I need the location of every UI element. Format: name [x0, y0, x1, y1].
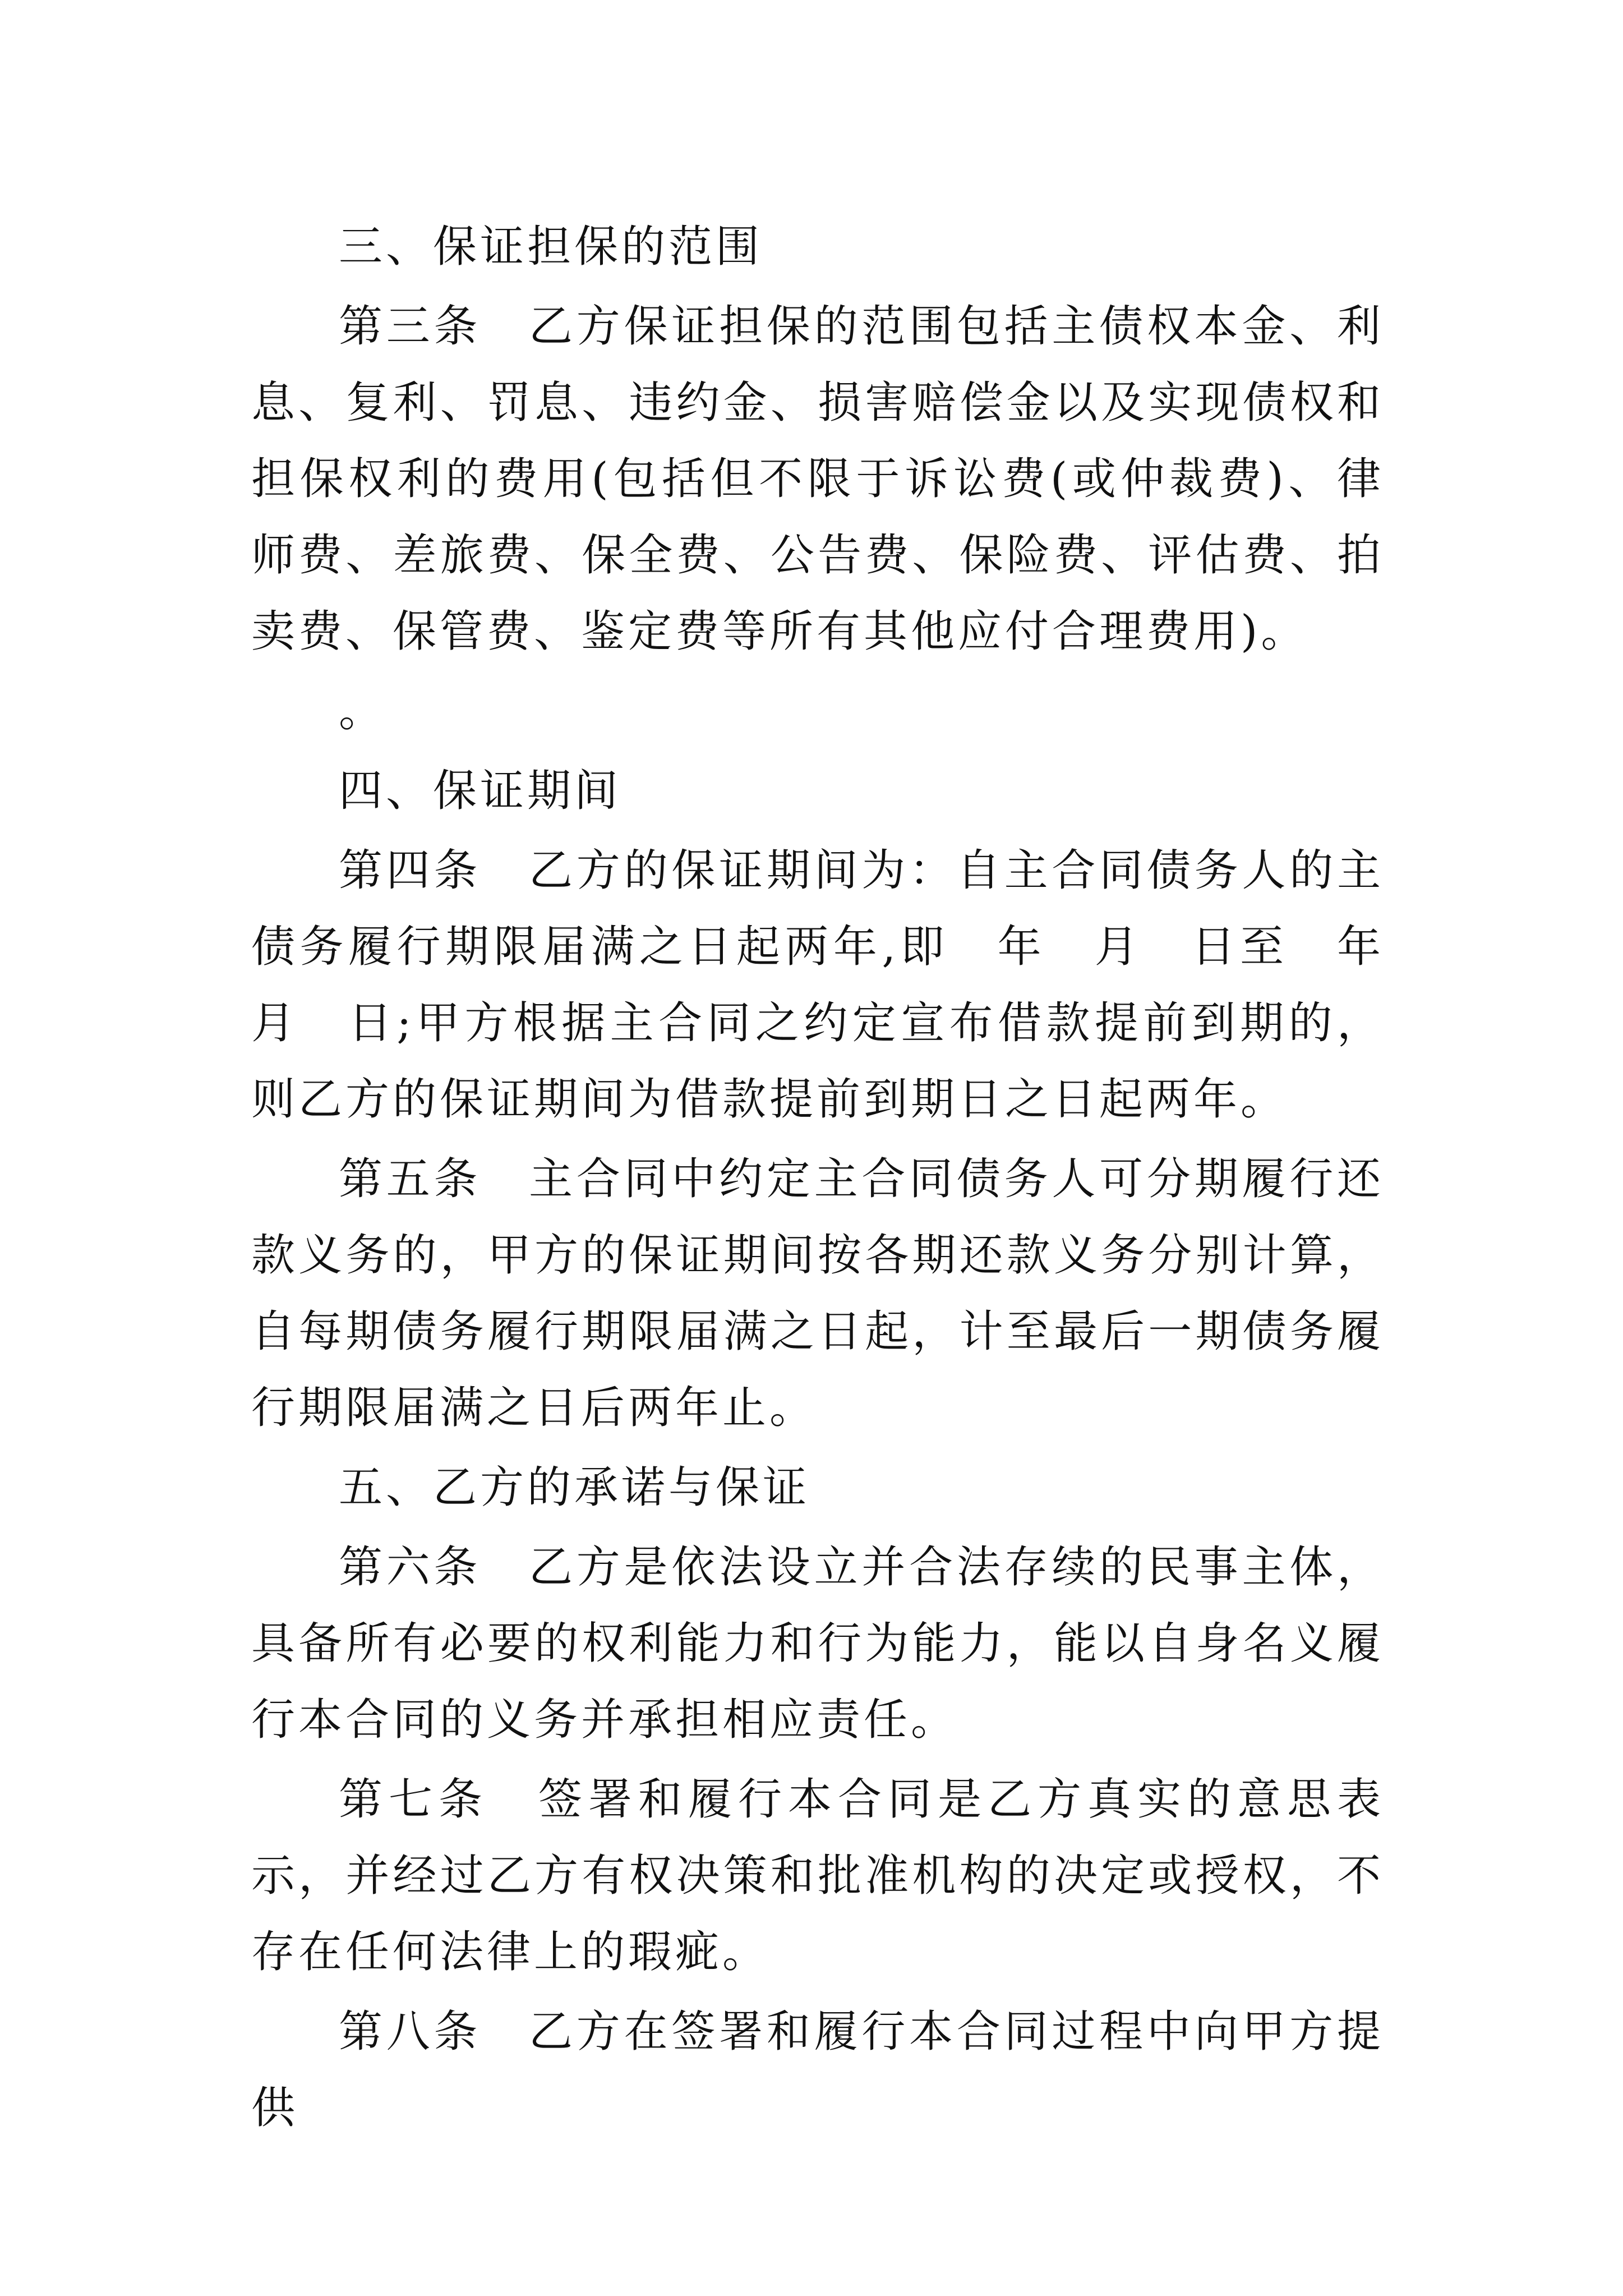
- section-heading-period: 四、保证期间: [339, 766, 622, 816]
- section-heading-undertakings: 五、乙方的承诺与保证: [339, 1462, 810, 1513]
- article-3: 第三条 乙方保证担保的范围包括主债权本金、利息、复利、罚息、违约金、损害赔偿金以及实现债权和担保权利的费用(包括但不限于诉讼费(或仲裁费)、律师费、差旅费、保全费、公告费、保险费、评估费、拍卖费、保管费、鉴定费等所有其他应付合理费用)。: [251, 301, 1384, 657]
- document-body: [251, 209, 1432, 2146]
- article-5: 第五条 主合同中约定主合同债务人可分期履行还款义务的，甲方的保证期间按各期还款义务分别计算，自每期债务履行期限届满之日起，计至最后一期债务履行期限届满之日后两年止。: [251, 1154, 1384, 1433]
- stray-period: 。: [339, 686, 386, 737]
- article-7: 第七条 签署和履行本合同是乙方真实的意思表示，并经过乙方有权决策和批准机构的决定或授权，不存在任何法律上的瑕疵。: [251, 1774, 1384, 1977]
- section-heading-scope: 三、保证担保的范围: [339, 222, 763, 272]
- article-6: 第六条 乙方是依法设立并合法存续的民事主体，具备所有必要的权利能力和行为能力，能以自身名义履行本合同的义务并承担相应责任。: [251, 1542, 1384, 1745]
- article-4: 第四条 乙方的保证期间为：自主合同债务人的主债务履行期限届满之日起两年,即 年 月 日至 年 月 日;甲方根据主合同之约定宣布借款提前到期的，则乙方的保证期间为借款提前到期日之日起两年。: [251, 845, 1432, 1125]
- article-8: 第八条 乙方在签署和履行本合同过程中向甲方提供: [251, 2007, 1384, 2133]
